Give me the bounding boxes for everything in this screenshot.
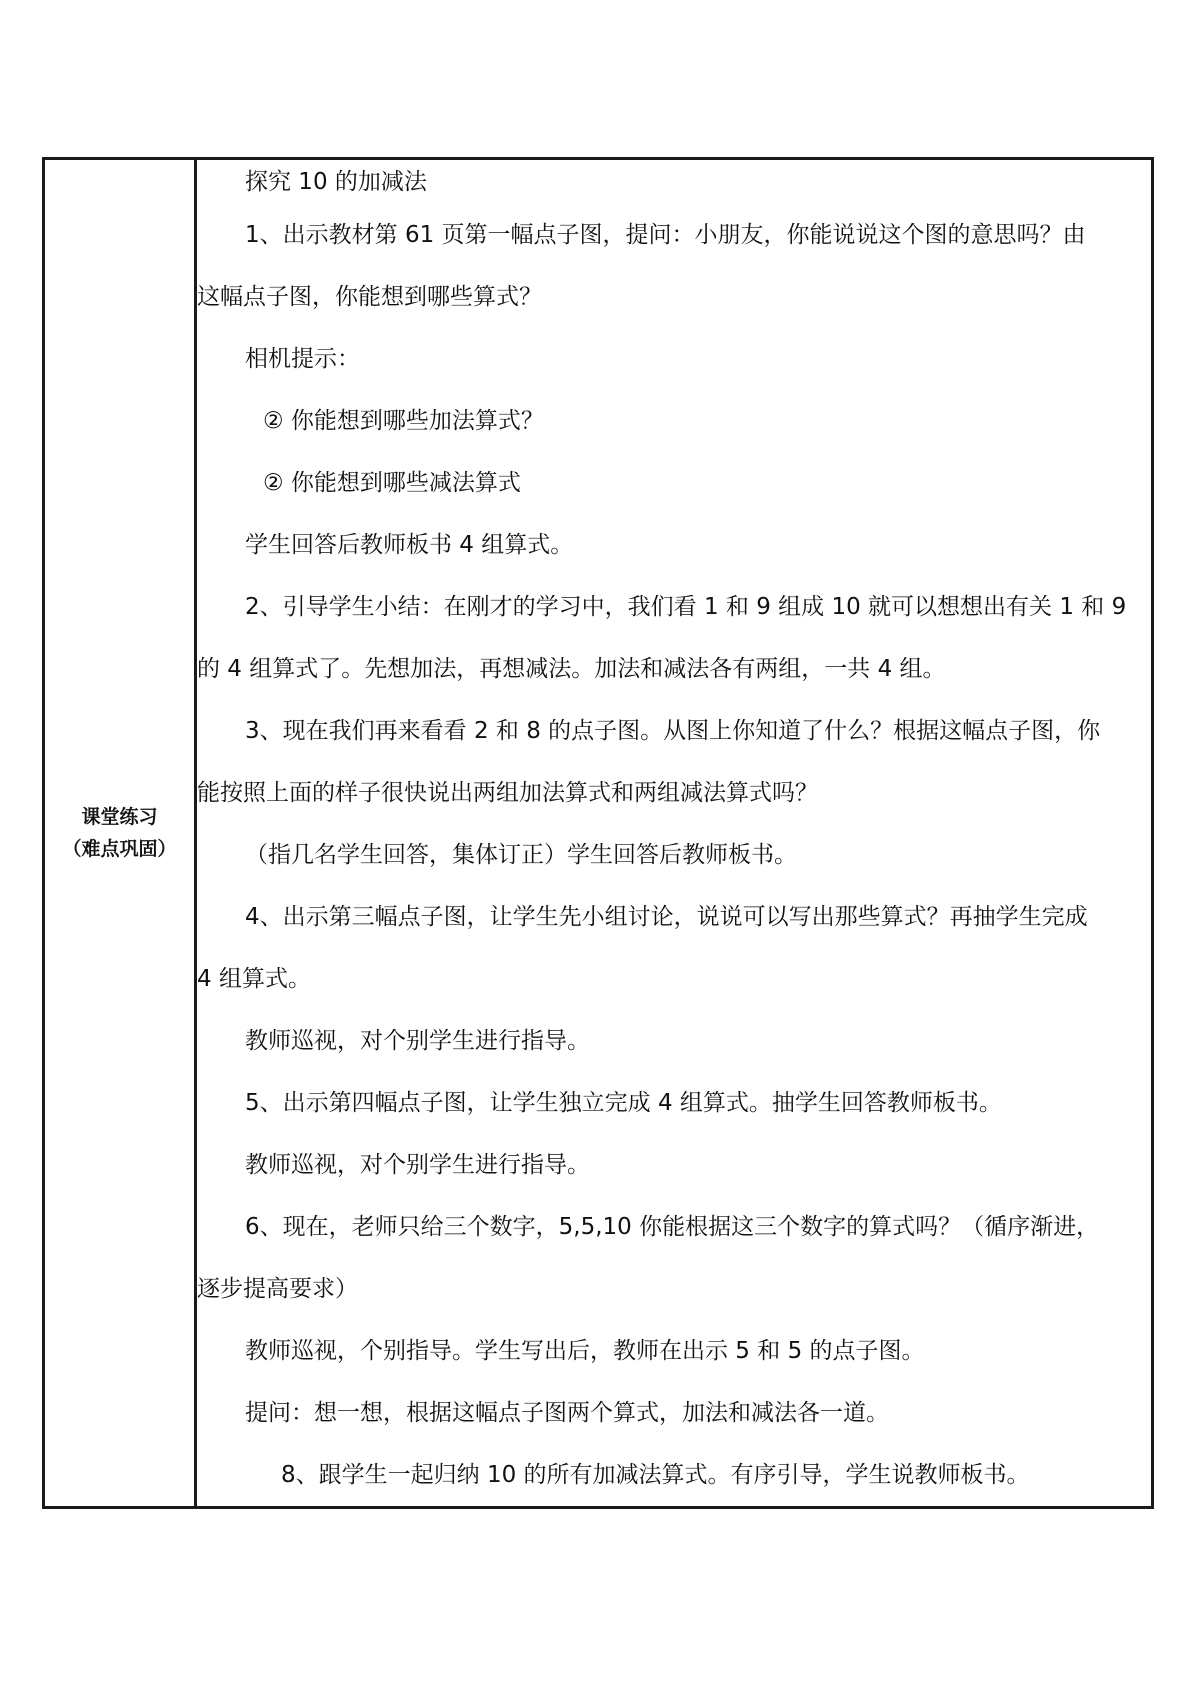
- content-line: 2、引导学生小结：在刚才的学习中，我们看 1 和 9 组成 10 就可以想想出有关 1 和 9: [245, 594, 1127, 620]
- lesson-plan-table: [42, 157, 1154, 1509]
- content-line: 6、现在，老师只给三个数字，5,5,10 你能根据这三个数字的算式吗？（循序渐进，: [245, 1214, 1100, 1240]
- content-line: 的 4 组算式了。先想加法，再想减法。加法和减法各有两组，一共 4 组。: [197, 656, 946, 682]
- content-line: 4、出示第三幅点子图，让学生先小组讨论，说说可以写出那些算式？再抽学生完成: [245, 904, 1088, 930]
- section-subtitle: （难点巩固）: [62, 838, 177, 860]
- section-title: 课堂练习: [81, 806, 158, 828]
- content-line: ② 你能想到哪些减法算式: [263, 470, 521, 496]
- content-line: 1、出示教材第 61 页第一幅点子图，提问：小朋友，你能说说这个图的意思吗？由: [245, 222, 1086, 248]
- content-line: 教师巡视，个别指导。学生写出后，教师在出示 5 和 5 的点子图。: [245, 1338, 925, 1364]
- table-row: [44, 159, 1153, 1508]
- content-line: ② 你能想到哪些加法算式？: [263, 408, 544, 434]
- content-line: 这幅点子图，你能想到哪些算式？: [197, 284, 542, 310]
- content-heading: 探究 10 的加减法: [245, 169, 427, 195]
- content-line: 相机提示：: [245, 346, 360, 372]
- section-label-cell: [44, 159, 196, 1508]
- content-line: 8、跟学生一起归纳 10 的所有加减法算式。有序引导，学生说教师板书。: [281, 1462, 1030, 1488]
- content-line: 教师巡视，对个别学生进行指导。: [245, 1028, 590, 1054]
- content-line: （指几名学生回答，集体订正）学生回答后教师板书。: [245, 842, 797, 868]
- content-line: 能按照上面的样子很快说出两组加法算式和两组减法算式吗？: [197, 780, 818, 806]
- content-line: 5、出示第四幅点子图，让学生独立完成 4 组算式。抽学生回答教师板书。: [245, 1090, 1002, 1116]
- content-line: 提问：想一想，根据这幅点子图两个算式，加法和减法各一道。: [245, 1400, 889, 1426]
- section-content-cell: [196, 159, 1153, 1508]
- content-line: 学生回答后教师板书 4 组算式。: [245, 532, 574, 558]
- content-line: 教师巡视，对个别学生进行指导。: [245, 1152, 590, 1178]
- content-line: 4 组算式。: [197, 966, 311, 992]
- content-line: 逐步提高要求）: [197, 1276, 358, 1302]
- content-line: 3、现在我们再来看看 2 和 8 的点子图。从图上你知道了什么？根据这幅点子图，你: [245, 718, 1101, 744]
